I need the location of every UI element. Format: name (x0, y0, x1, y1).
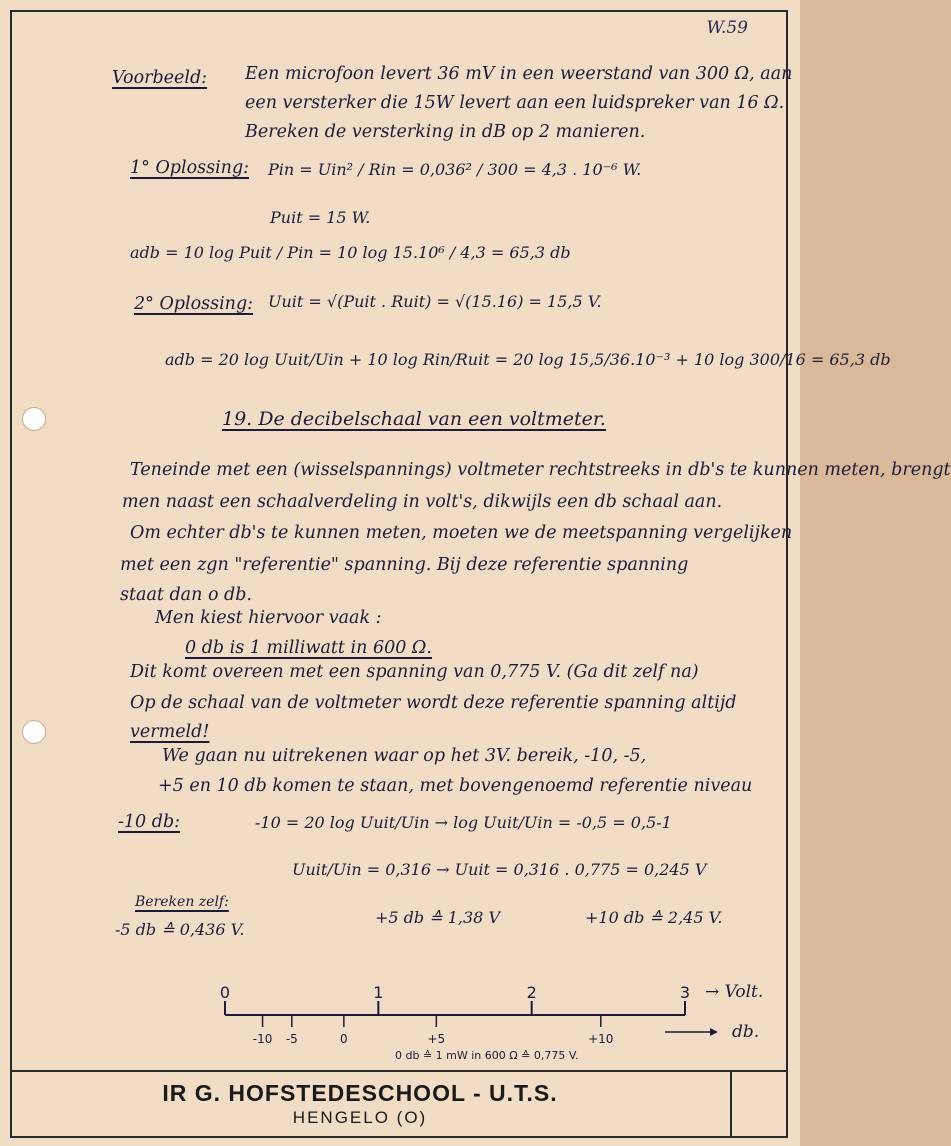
calc-result-plus5: +5 db ≙ 1,38 V (375, 908, 500, 927)
solution-2-uuit: Uuit = √(Puit . Ruit) = √(15.16) = 15,5 V. (268, 292, 602, 311)
reference-statement: 0 db is 1 milliwatt in 600 Ω. (185, 638, 432, 658)
body-p1-line-5: staat dan o db. (120, 585, 253, 605)
db-arrow-head (710, 1028, 718, 1036)
volt-unit-label: → Volt. (705, 982, 764, 1002)
calc-result-minus5: -5 db ≙ 0,436 V. (115, 920, 245, 939)
body-p4-line-1: We gaan nu uitrekenen waar op het 3V. bereik, -10, -5, (162, 746, 647, 766)
school-city: HENGELO (O) (292, 1108, 428, 1127)
punch-hole-bottom (22, 720, 46, 744)
body-p1-line-2: men naast een schaalverdeling in volt's, dikwijls een db schaal aan. (122, 492, 723, 512)
calc-label: -10 db: (118, 812, 181, 832)
db-ticks (253, 1015, 614, 1046)
volt-tick-label: 0 (219, 983, 231, 1002)
volt-ticks (220, 983, 690, 1015)
solution-1-adb: adb = 10 log Puit / Pin = 10 log 15.10⁶ / 4,3 = 65,3 db (130, 243, 571, 262)
calc-eq-1: -10 = 20 log Uuit/Uin → log Uuit/Uin = -0,5 = 0,5-1 (255, 813, 672, 832)
db-tick-label: +5 (427, 1032, 446, 1046)
volt-tick-label: 3 (679, 983, 691, 1002)
body-p1-line-4: met een zgn "referentie" spanning. Bij deze referentie spanning (120, 555, 689, 575)
body-p3-line-1: Dit komt overeen met een spanning van 0,775 V. (Ga dit zelf na) (130, 662, 699, 682)
solution-1-pin: Pin = Uin² / Rin = 0,036² / 300 = 4,3 . 10⁻⁶ W. (268, 160, 642, 179)
calc-self-label: Bereken zelf: (135, 894, 229, 910)
example-label: Voorbeeld: (112, 68, 208, 88)
body-p2: Men kiest hiervoor vaak : (155, 608, 382, 628)
page-code: W.59 (706, 18, 748, 38)
example-line-1: Een microfoon levert 36 mV in een weerstand van 300 Ω, aan (245, 64, 793, 84)
voltmeter-scale-diagram (200, 980, 790, 1065)
db-tick-label: -5 (285, 1032, 298, 1046)
calc-result-plus10: +10 db ≙ 2,45 V. (585, 908, 723, 927)
body-p1-line-1: Teneinde met een (wisselspannings) voltmeter rechtstreeks in db's te kunnen meten, brengt (130, 460, 951, 480)
solution-1-pout: Puit = 15 W. (270, 208, 371, 227)
section-title: 19. De decibelschaal van een voltmeter. (222, 408, 606, 430)
volt-tick-label: 1 (373, 983, 384, 1002)
body-p3-line-3: vermeld! (130, 722, 210, 742)
punch-hole-top (22, 407, 46, 431)
footer-divider (730, 1070, 732, 1138)
body-p3-line-2: Op de schaal van de voltmeter wordt deze referentie spanning altijd (130, 693, 737, 713)
body-p1-line-3: Om echter db's te kunnen meten, moeten we de meetspanning vergelijken (130, 523, 793, 543)
db-tick-label: 0 (340, 1032, 348, 1046)
example-line-2: een versterker die 15W levert aan een luidspreker van 16 Ω. (245, 93, 785, 113)
solution-1-label: 1° Oplossing: (130, 158, 250, 178)
scale-note: 0 db ≙ 1 mW in 600 Ω ≙ 0,775 V. (395, 1049, 579, 1062)
db-tick-label: -10 (252, 1032, 273, 1046)
solution-2-adb: adb = 20 log Uuit/Uin + 10 log Rin/Ruit = 20 log 15,5/36.10⁻³ + 10 log 300/16 = 65,3 db (165, 350, 891, 369)
school-name: IR G. HOFSTEDESCHOOL - U.T.S. (162, 1080, 558, 1106)
solution-2-label: 2° Oplossing: (134, 294, 254, 314)
calc-eq-2: Uuit/Uin = 0,316 → Uuit = 0,316 . 0,775 = 0,245 V (292, 860, 707, 879)
body-p4-line-2: +5 en 10 db komen te staan, met bovengenoemd referentie niveau (158, 776, 753, 796)
db-unit-label: db. (732, 1022, 760, 1042)
volt-tick-label: 2 (526, 983, 537, 1002)
db-tick-label: +10 (588, 1032, 614, 1046)
example-line-3: Bereken de versterking in dB op 2 manieren. (245, 122, 646, 142)
footer-separator (10, 1070, 788, 1072)
